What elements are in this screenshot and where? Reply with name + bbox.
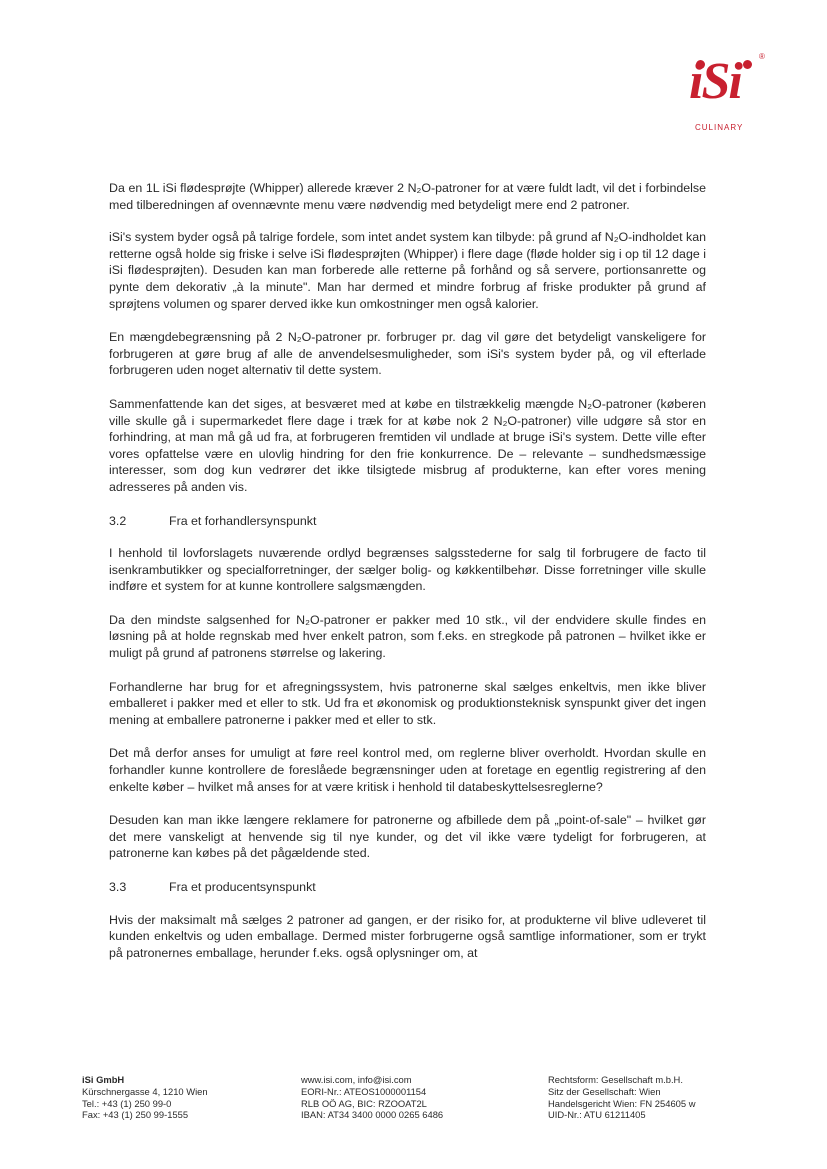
company-iban: IBAN: AT34 3400 0000 0265 6486 [301,1109,444,1121]
footer-address [82,1074,208,1121]
section-number: 3.3 [109,880,127,894]
paragraph-3: En mængdebegrænsning på 2 N₂O-patroner pr. forbruger pr. dag vil gøre det betydeligt vanskeligere for forbrugeren at gøre brug af alle de anvendelsesmuligheder, som iSi's system byder på, og vil efterlade forbrugeren uden noget alternativ til dette system. [109,330,706,378]
company-name: iSi GmbH [82,1074,125,1085]
paragraph-9: Desuden kan man ikke længere reklamere for patronerne og afbillede dem på „point-of-sale" – hvilket gør det mere vanskeligt at henvende sig til nye kunder, og det vil ikke være tydeligt for forbrugeren, at patronerne kan købes på det pågældende sted. [109,813,706,861]
registered-mark: ® [759,52,765,61]
company-eori: EORI-Nr.: ATEOS1000001154 [301,1085,427,1097]
company-fax: Fax: +43 (1) 250 99-1555 [82,1109,189,1121]
paragraph-8: Det må derfor anses for umuligt at føre reel kontrol med, om reglerne bliver overholdt. Hvordan skulle en forhandler kunne kontrollere de foreslåede begrænsninger uden at foretage en egentlig registrering af den enkelte køber – hvilket må anses for at være kritisk i henhold til databeskyttelsesreglerne? [109,746,706,794]
paragraph-5: I henhold til lovforslagets nuværende ordlyd begrænses salgsstederne for salg til forbrugere de facto til isenkrambutikker og specialforretninger, der sælger bolig- og køkkentilbehør. Disse forretninger ville skulle indføre et system for at kunne kontrollere salgsmængden. [109,546,706,594]
company-web-email[interactable]: www.isi.com, info@isi.com [301,1074,412,1085]
footer-contact [301,1074,443,1121]
logo-text: iSi [689,53,741,110]
paragraph-1: Da en 1L iSi flødesprøjte (Whipper) allerede kræver 2 N₂O-patroner for at være fuldt ladt, vil det i forbindelse med tilberedningen af ovennævnte menu være nødvendig med betydeligt mere end 2 patroner. [109,181,706,212]
company-bank: RLB OÖ AG, BIC: RZOOAT2L [301,1097,427,1109]
legal-seat: Sitz der Gesellschaft: Wien [548,1085,661,1097]
section-heading-3-3 [109,879,706,896]
section-title: Fra et producentsynspunkt [169,880,316,894]
section-heading-3-2 [109,513,706,530]
paragraph-4: Sammenfattende kan det siges, at besværet med at købe en tilstrækkelig mængde N₂O-patroner (køberen ville skulle gå i supermarkedet flere dage i træk for at købe nok 2 N₂O-patroner) ville udgøre så stor en forhindring, at man må gå ud fra, at forbrugeren fremtiden vil undlade at bruge iSi's system. Dette ville efter vores opfattelse være en ulovlig hindring for den frie konkurrence. De – relevante – sundhedsmæssige interesser, som dog kun vedrører det ikke tilsigtede misbrug af produkterne, kan efter vores mening adresseres på anden vis. [109,396,706,494]
legal-court: Handelsgericht Wien: FN 254605 w [548,1097,696,1109]
company-street: Kürschnergasse 4, 1210 Wien [82,1085,208,1097]
paragraph-7: Forhandlerne har brug for et afregningssystem, hvis patronerne skal sælges enkeltvis, men ikke bliver emballeret i pakker med et eller to stk. Ud fra et økonomisk og produktionsteknisk synspunkt giver det ingen mening at emballere patronerne i pakker med et eller to stk. [109,679,706,727]
paragraph-2: iSi's system byder også på talrige fordele, som intet andet system kan tilbyde: på grund af N₂O-indholdet kan retterne også holde sig friske i selve iSi flødesprøjten (Whipper) i flere dage (fløde holder sig i op til 12 dage i iSi flødesprøjten). Desuden kan man forberede alle retterne på forhånd og så servere, portionsanrette og pynte dem dekorativ „à la minute". Man har dermed et mindre forbrug af friske produkter på grund af sprøjtens volumen og sparer derved ikke kun omkostninger men også kalorier. [109,230,706,311]
paragraph-6: Da den mindste salgsenhed for N₂O-patroner er pakker med 10 stk., vil der endvidere skulle findes en løsning på at holde regnskab med hver enkelt patron, som f.eks. en stregkode på patronen – hvilket ikke er muligt på grund af patronens størrelse og lakering. [109,612,706,661]
legal-form: Rechtsform: Gesellschaft m.b.H. [548,1074,683,1085]
paragraph-10: Hvis der maksimalt må sælges 2 patroner ad gangen, er der risiko for, at produkterne vil blive udleveret til kunden enkeltvis og uden emballage. Dermed mister forbrugerne også samtlige informationer, som er trykt på patronernes emballage, herunder f.eks. også oplysninger om, at [109,912,706,960]
logo-subtitle: CULINARY [695,123,744,132]
letter-body [109,180,706,978]
company-phone: Tel.: +43 (1) 250 99-0 [82,1097,172,1109]
logo-dot-right [743,60,752,69]
section-number: 3.2 [109,513,127,528]
isi-culinary-logo [683,52,773,134]
section-title: Fra et forhandlersynspunkt [169,513,317,528]
footer-legal [548,1074,695,1121]
legal-uid: UID-Nr.: ATU 61211405 [548,1109,646,1121]
